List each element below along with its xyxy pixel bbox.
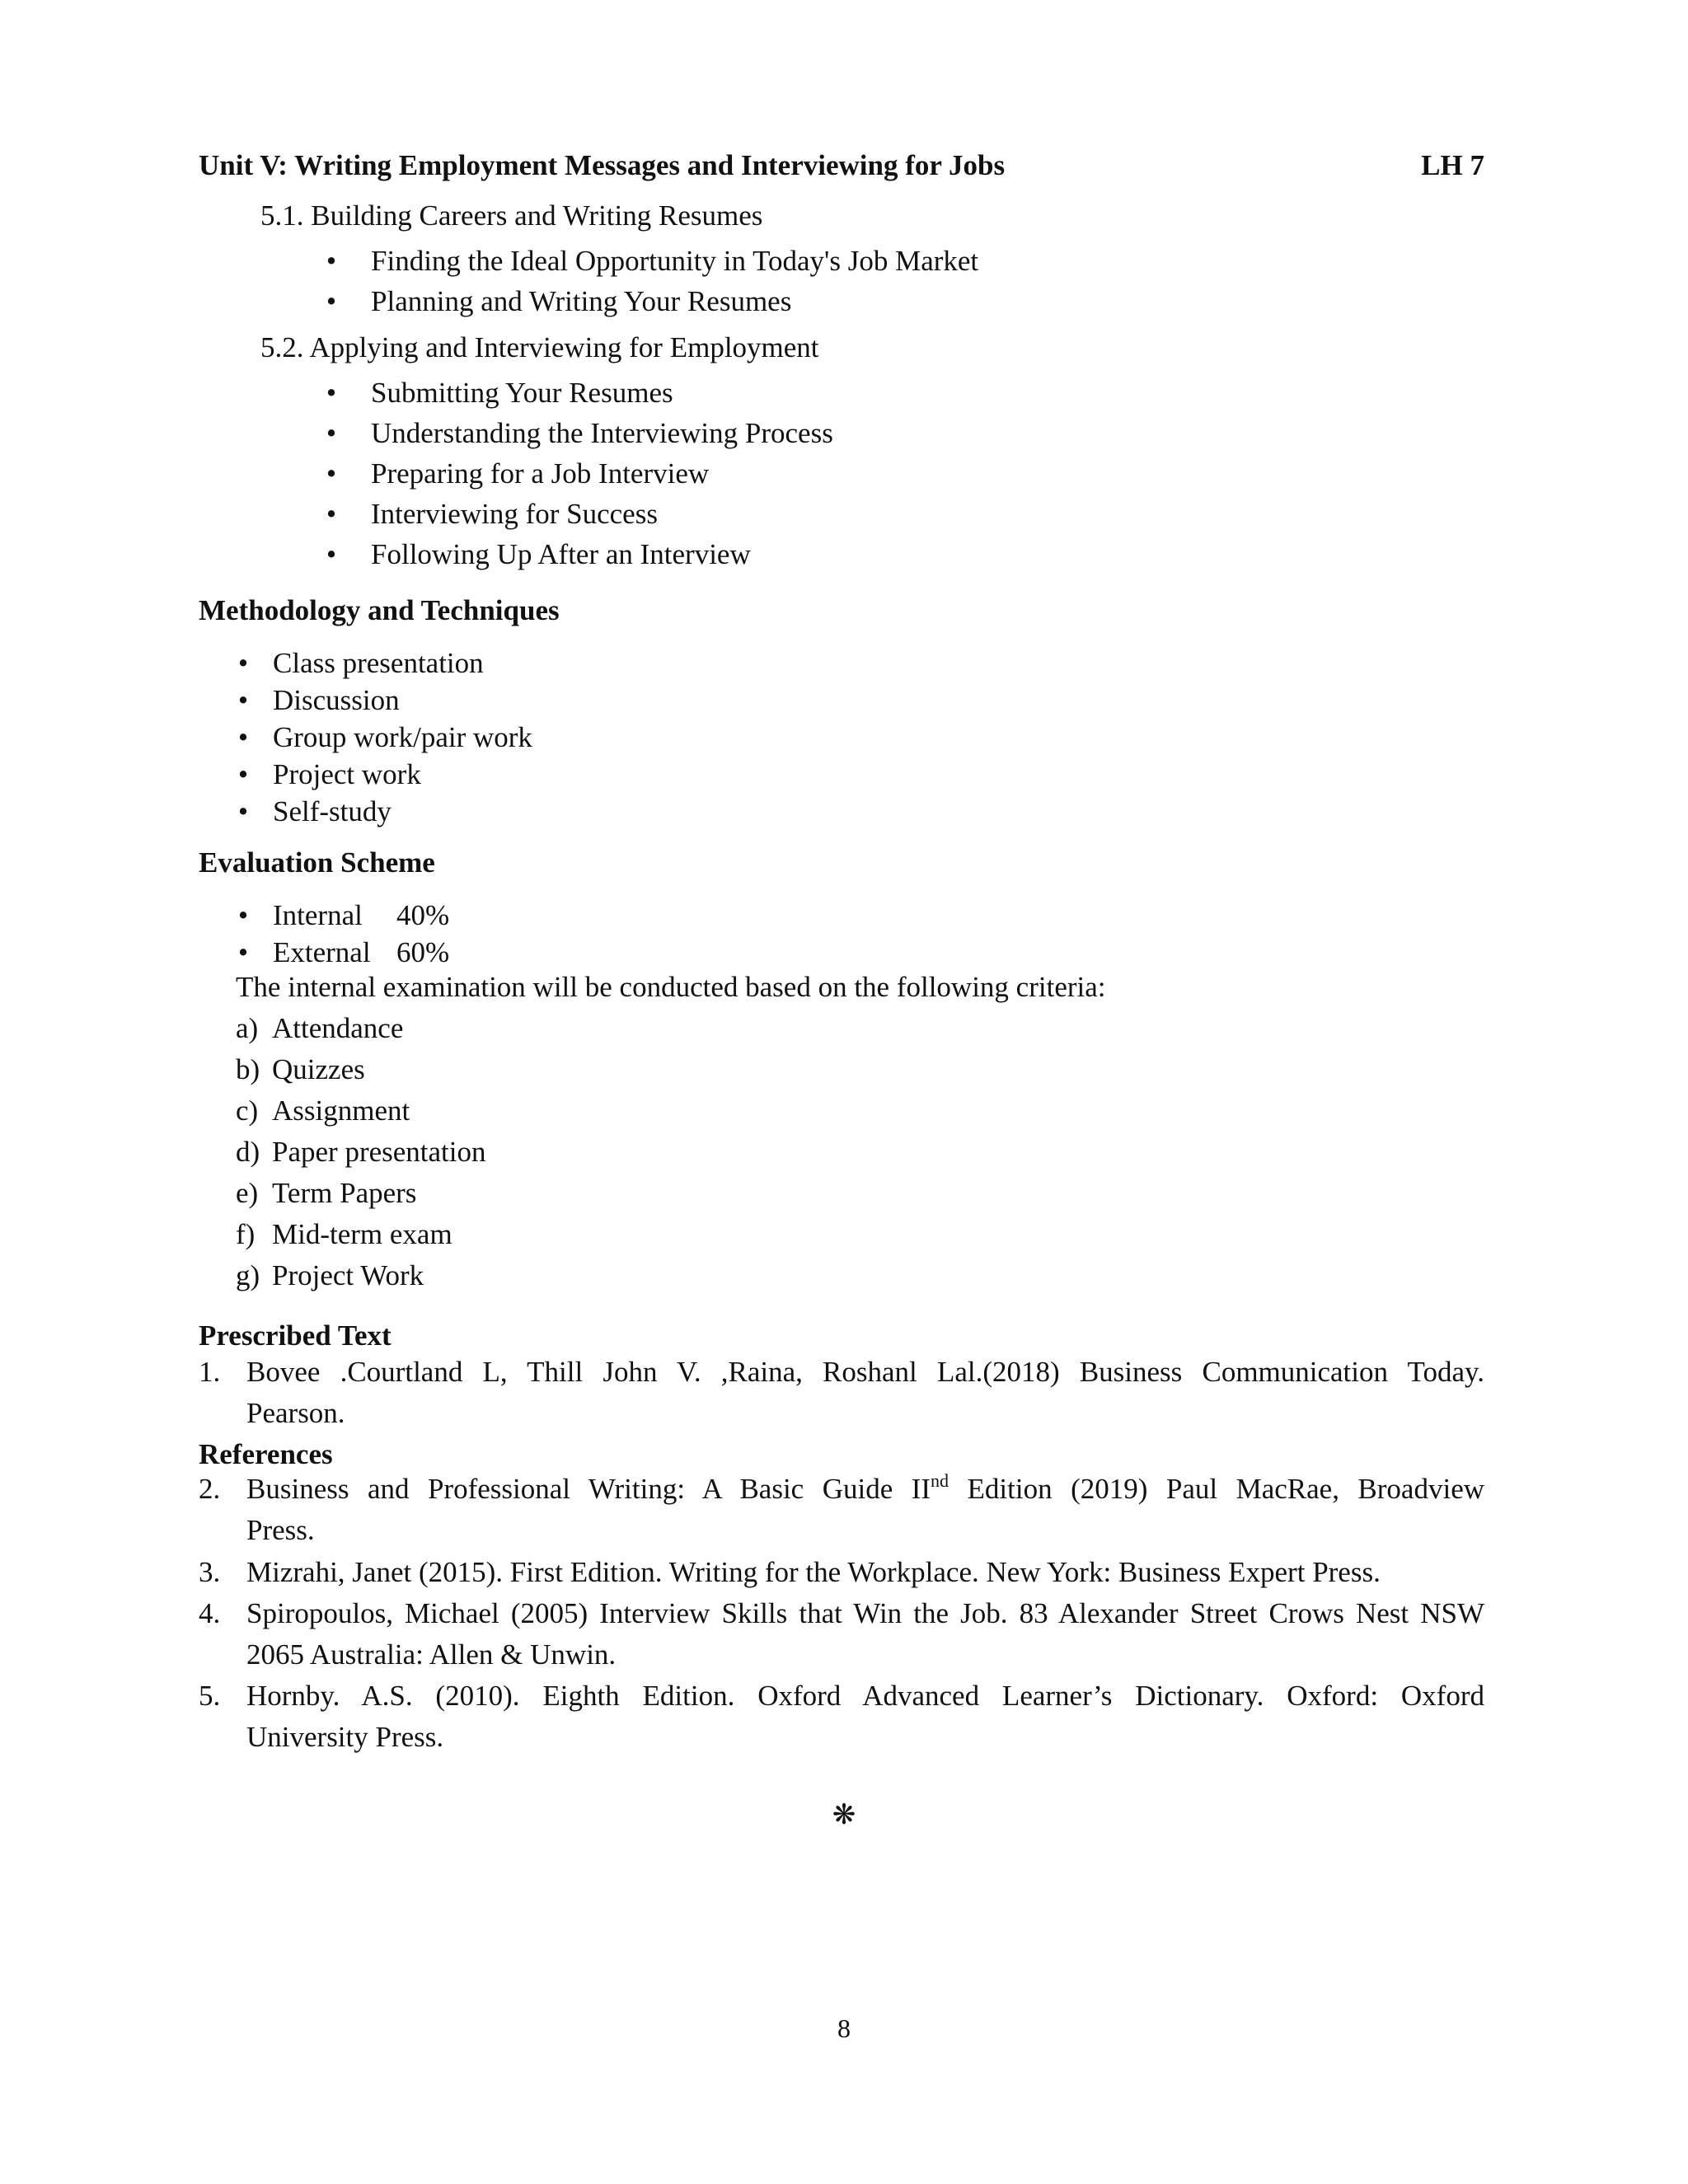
criteria-intro: The internal examination will be conducted based on the following criteria: bbox=[236, 971, 1106, 1003]
ornament-icon: ❋ bbox=[832, 1800, 856, 1830]
bullet-icon: • bbox=[326, 457, 337, 490]
bullet-icon: • bbox=[326, 538, 337, 570]
lecture-hours: LH 7 bbox=[1421, 149, 1484, 181]
document-page: Unit V: Writing Employment Messages and Interviewing for Jobs LH 7 5.1. Building Careers and Writing Resumes • Finding the Ideal Opportunity in Today's Job Market • Planning and Writing Your Resumes 5.2. Applying and Interviewing for Employment • Submitting Your Resumes • Understanding the Interviewing Process • Preparing for a Job Interview • Interviewing for Success • Following Up After an Interview Methodology and Techniques • Class presentation • Discussion • Group work/pair work • Project work • Self-study Evaluation Scheme • Internal 40% • External 60% The internal examination will be conducted based on the following criteria: a) Attendance b) Quizzes c) Assignment d) Paper presentation e) Term Papers f) Mid-term exam g) Project Work Prescribed Text 1. Bovee .Courtland L, Thill John V. ,Raina, Roshanl Lal.(2018) Business Communication Today. Pearson. References 2. Business and Professional Writing: A Basic Guide IInd Edition (2019) Paul MacRae, Broadview Press. 3. Mizrahi, Janet (2015). First Edition. Writing for the Workplace. New York: Business Expert Press. 4. Spiropoulos, Michael (2005) Interview Skills that Win the Job. 83 Alexander Street Crows Nest NSW 2065 Australia: Allen & Unwin. 5. Hornby. A.S. (2010). Eighth Edition. Oxford Advanced Learner’s Dictionary. Oxford: Oxford University Press. ❋ 8 bbox=[0, 0, 1688, 2184]
bullet-icon: • bbox=[237, 899, 249, 931]
prescribed-heading: Prescribed Text bbox=[199, 1319, 392, 1352]
page-number: 8 bbox=[837, 2013, 851, 2043]
bullet-icon: • bbox=[326, 417, 337, 449]
bullet-icon: • bbox=[237, 647, 249, 679]
bullet-icon: • bbox=[326, 377, 337, 409]
bullet-icon: • bbox=[326, 285, 337, 317]
evaluation-heading: Evaluation Scheme bbox=[199, 846, 435, 879]
reference-entry: 5. Hornby. A.S. (2010). Eighth Edition. Oxford Advanced Learner’s Dictionary. Oxford: Oxford University Press. bbox=[199, 1680, 1484, 1753]
bullet-icon: • bbox=[237, 684, 249, 716]
bullet-icon: • bbox=[237, 936, 249, 968]
bullet-icon: • bbox=[326, 498, 337, 530]
bullet-icon: • bbox=[326, 245, 337, 277]
bullet-icon: • bbox=[237, 795, 249, 827]
bullet-icon: • bbox=[237, 721, 249, 753]
unit-title: Unit V: Writing Employment Messages and Interviewing for Jobs bbox=[199, 149, 1006, 181]
references-heading: References bbox=[199, 1438, 333, 1470]
reference-entry: 3. Mizrahi, Janet (2015). First Edition. Writing for the Workplace. New York: Business Expert Press. bbox=[199, 1556, 1381, 1588]
methodology-heading: Methodology and Techniques bbox=[199, 594, 560, 626]
reference-entry: 1. Bovee .Courtland L, Thill John V. ,Raina, Roshanl Lal.(2018) Business Communication Today. Pearson. bbox=[199, 1356, 1484, 1429]
unit-heading bbox=[199, 145, 1484, 188]
section-title: 5.1. Building Careers and Writing Resumes bbox=[260, 199, 763, 232]
reference-entry: 2. Business and Professional Writing: A Basic Guide IInd Edition (2019) Paul MacRae, Broadview Press. bbox=[199, 1470, 1485, 1546]
reference-entry: 4. Spiropoulos, Michael (2005) Interview Skills that Win the Job. 83 Alexander Street Crows Nest NSW 2065 Australia: Allen & Unwin. bbox=[199, 1597, 1484, 1671]
section-title: 5.2. Applying and Interviewing for Employment bbox=[260, 331, 819, 363]
bullet-icon: • bbox=[237, 758, 249, 790]
